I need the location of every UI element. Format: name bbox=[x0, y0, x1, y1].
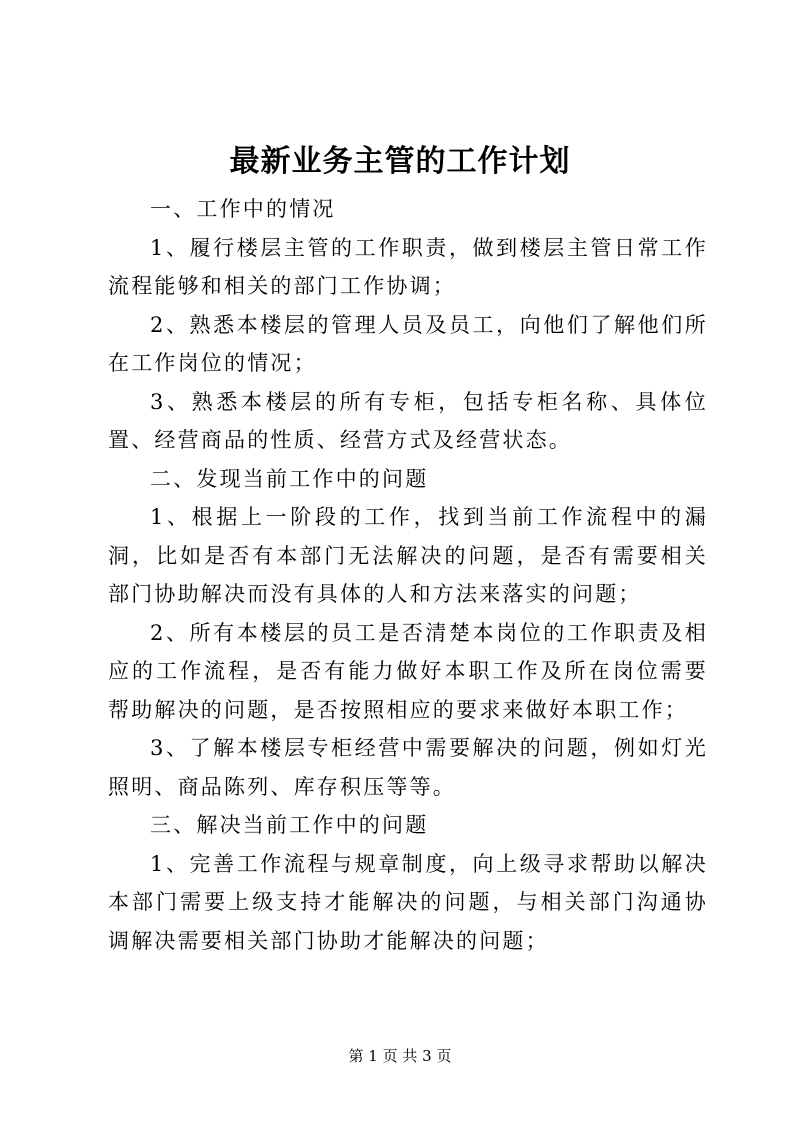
section-heading-1: 一、工作中的情况 bbox=[150, 197, 336, 221]
paragraph-2-2: 2、所有本楼层的员工是否清楚本岗位的工作职责及相应的工作流程，是否有能力做好本职工作及所在岗位需要帮助解决的问题，是否按照相应的要求来做好本职工作； bbox=[108, 620, 708, 722]
page-footer: 第 1 页 共 3 页 bbox=[348, 1047, 452, 1065]
paragraph-1-2: 2、熟悉本楼层的管理人员及员工，向他们了解他们所在工作岗位的情况； bbox=[108, 312, 708, 375]
document-body bbox=[108, 190, 708, 960]
section-heading-2: 二、发现当前工作中的问题 bbox=[150, 466, 429, 491]
paragraph-1-1: 1、履行楼层主管的工作职责，做到楼层主管日常工作流程能够和相关的部门工作协调； bbox=[108, 235, 708, 298]
paragraph-2-3: 3、了解本楼层专柜经营中需要解决的问题，例如灯光照明、商品陈列、库存积压等等。 bbox=[108, 736, 708, 799]
section-heading-3: 三、解决当前工作中的问题 bbox=[150, 813, 429, 837]
paragraph-3-1: 1、完善工作流程与规章制度，向上级寻求帮助以解决本部门需要上级支持才能解决的问题，与相关部门沟通协调解决需要相关部门协助才能解决的问题； bbox=[108, 851, 708, 953]
paragraph-1-3: 3、熟悉本楼层的所有专柜，包括专柜名称、具体位置、经营商品的性质、经营方式及经营状态。 bbox=[108, 389, 708, 452]
page-title: 最新业务主管的工作计划 bbox=[229, 144, 571, 179]
paragraph-2-1: 1、根据上一阶段的工作，找到当前工作流程中的漏洞，比如是否有本部门无法解决的问题，是否有需要相关部门协助解决而没有具体的人和方法来落实的问题； bbox=[108, 505, 708, 606]
